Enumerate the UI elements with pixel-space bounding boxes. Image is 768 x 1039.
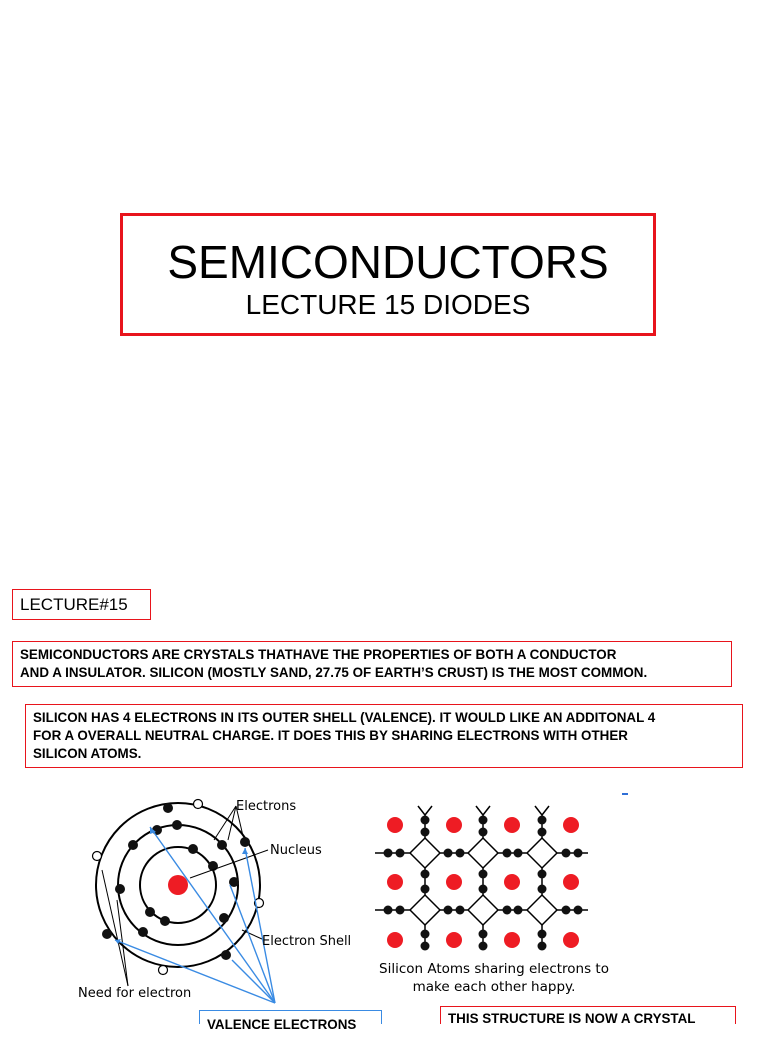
- lattice-caption-line-2: make each other happy.: [412, 979, 576, 995]
- electron: [188, 844, 198, 854]
- electron: [115, 884, 125, 894]
- silicon-paragraph-box: [25, 704, 743, 768]
- crystal-structure-caption: THIS STRUCTURE IS NOW A CRYSTAL: [440, 1006, 736, 1024]
- electron: [172, 820, 182, 830]
- page-title: SEMICONDUCTORS: [167, 236, 609, 288]
- electron: [163, 803, 173, 813]
- electron: [217, 840, 227, 850]
- atom-diagram: [78, 799, 351, 1003]
- electron-shell-label: Electron Shell: [262, 934, 352, 949]
- empty-slot: [194, 800, 203, 809]
- nucleus: [168, 875, 188, 895]
- silicon-lattice-diagram: [375, 806, 609, 995]
- intro-line-2: AND A INSULATOR. SILICON (MOSTLY SAND, 27.75 OF EARTH’S CRUST) IS THE MOST COMMON.: [20, 665, 648, 680]
- empty-slot: [159, 966, 168, 975]
- electron: [128, 840, 138, 850]
- valence-electrons-caption: VALENCE ELECTRONS: [199, 1010, 382, 1024]
- page-subtitle: LECTURE 15 DIODES: [245, 289, 531, 320]
- lecture-tag: LECTURE#15: [12, 589, 151, 620]
- electron: [219, 913, 229, 923]
- electron: [240, 837, 250, 847]
- electrons-label: Electrons: [236, 799, 297, 814]
- intro-line-1: SEMICONDUCTORS ARE CRYSTALS THATHAVE THE PROPERTIES OF BOTH A CONDUCTOR: [20, 647, 617, 662]
- diagram-area: [0, 780, 768, 1024]
- electron: [160, 916, 170, 926]
- silicon-line-3: SILICON ATOMS.: [33, 746, 142, 761]
- need-for-electron-label: Need for electron: [78, 986, 192, 1001]
- nucleus-label: Nucleus: [270, 843, 322, 858]
- silicon-line-2: FOR A OVERALL NEUTRAL CHARGE. IT DOES THIS BY SHARING ELECTRONS WITH OTHER: [33, 728, 628, 743]
- electron: [102, 929, 112, 939]
- electron: [138, 927, 148, 937]
- title-box: [120, 213, 656, 336]
- intro-paragraph-box: [12, 641, 732, 687]
- empty-slot: [93, 852, 102, 861]
- electron: [221, 950, 231, 960]
- lattice-caption-line-1: Silicon Atoms sharing electrons to: [379, 961, 609, 977]
- electron: [145, 907, 155, 917]
- silicon-line-1: SILICON HAS 4 ELECTRONS IN ITS OUTER SHELL (VALENCE). IT WOULD LIKE AN ADDITONAL 4: [33, 710, 656, 725]
